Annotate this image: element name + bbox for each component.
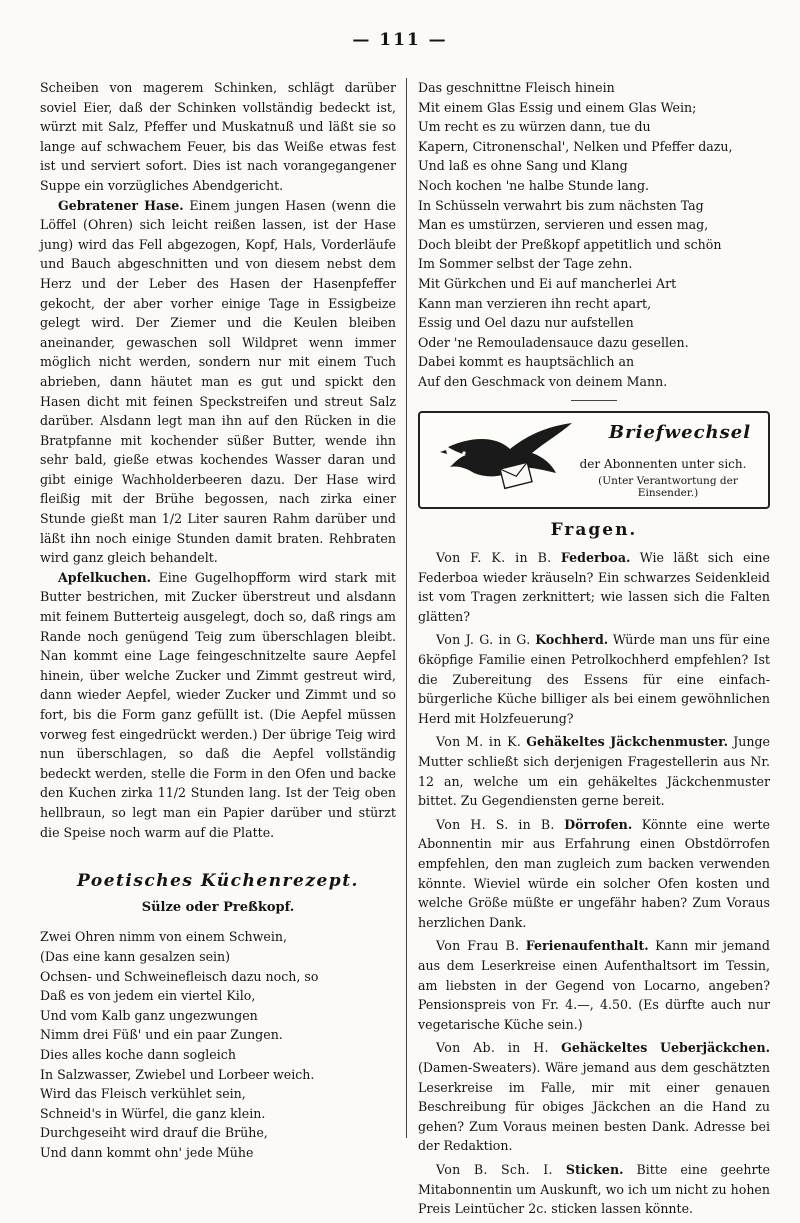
question-text: Würde man uns für eine 6köpfige Familie einen Petrolkochherd empfehlen? Ist die Zubereitung des Essens für eine einfach-bürgerliche Küche billiger als bei einem gewöhnlichen Herd mit Holzfeuerung? <box>418 632 770 726</box>
poem-line: Mit Gürkchen und Ei auf mancherlei Art <box>418 275 677 291</box>
poem-line: Um recht es zu würzen dann, tue du <box>418 119 651 135</box>
question-sender: Von H. S. in B. <box>436 816 555 832</box>
question-sender: Von B. Sch. I. <box>436 1161 553 1177</box>
poem-title: Poetisches Küchenrezept. <box>77 871 359 892</box>
poem-line: Kapern, Citronenschal', Nelken und Pfeffer dazu, <box>418 138 733 154</box>
recipe-title-hase: Gebratener Hase. <box>58 197 184 213</box>
poem-line: (Das eine kann gesalzen sein) <box>40 948 231 964</box>
poem-line: Daß es von jedem ein viertel Kilo, <box>40 988 256 1004</box>
poem-line: Zwei Ohren nimm von einem Schwein, <box>40 929 288 945</box>
briefwechsel-banner <box>418 411 770 509</box>
poem-line: Und vom Kalb ganz ungezwungen <box>40 1007 258 1023</box>
question-topic: Federboa. <box>560 550 631 566</box>
poem-line: Das geschnittne Fleisch hinein <box>418 80 615 95</box>
question-topic: Sticken. <box>565 1161 624 1177</box>
poem-line: In Salzwasser, Zwiebel und Lorbeer weich. <box>40 1066 315 1082</box>
intro-paragraph: Scheiben von magerem Schinken, schlägt darüber soviel Eier, daß der Schinken vollständig bedeckt ist, würzt mit Salz, Pfeffer und Muskatnuß und läßt sie so lange auf schwachem Feuer, bis das Weiße etwas fest ist und serviert sofort. Dies ist nach vorangegangener Suppe ein vorzügliches Abendgericht. <box>40 80 396 193</box>
poem-line: Dabei kommt es hauptsächlich an <box>418 354 635 370</box>
poem-subtitle: Sülze oder Preßkopf. <box>141 899 295 915</box>
question-item <box>418 630 770 728</box>
poem-line: Noch kochen 'ne halbe Stunde lang. <box>418 177 650 193</box>
question-text: Könnte eine werte Abonnentin mir aus Erfahrung einen Obstdörrofen empfehlen, den man zugleich zum backen verwenden könnte. Wieviel würde ein solcher Ofen kosten und welche Größe müßte er ungefähr haben? Zum Voraus herzlichen Dank. <box>418 816 770 930</box>
poem-line: Mit einem Glas Essig und einem Glas Wein; <box>418 99 697 115</box>
banner-title: Briefwechsel <box>608 421 752 443</box>
question-item <box>418 548 770 626</box>
question-text: Junge Mutter schließt sich derjenigen Fragestellerin aus Nr. 12 an, welche um ein gehäkeltes Jäckchenmuster bittet. Zu Gegendiensten gerne bereit. <box>418 734 770 809</box>
question-text: Kann mir jemand aus dem Leserkreise einen Aufenthaltsort im Tessin, am liebsten in der Gegend von Locarno, angeben? Pensionspreis von Fr. 4.—, 4.50. (Es dürfte auch nur vegetarische Küche sein.) <box>418 938 770 1032</box>
question-item <box>418 1160 770 1219</box>
recipe-text-apfelkuchen: Eine Gugelhopfform wird stark mit Butter bestrichen, mit Zucker überstreut und alsdann mit feinem Butterteig ausgelegt, doch so, daß rings am Rande noch genügend Teig zum überschlagen bleibt. Nan kommt eine Lage feingeschnitzelte saure Aepfel hinein, über welche Zucker und Zimmt gestreut wird, dann wieder Aepfel, wieder Zucker und Zimmt und so fort, bis die Form ganz gefüllt ist. (Die Aepfel müssen vorweg fest eingedrückt werden.) Der übrige Teig wird nun überschlagen, so daß die Aepfel vollständig bedeckt werden, stelle die Form in den Ofen und backe den Kuchen zirka 11/2 Stunden lang. Ist der Teig oben hellbraun, so legt man ein Papier darüber und stürzt die Speise noch warm auf die Platte. <box>40 569 396 840</box>
question-text: (Damen-Sweaters). Wäre jemand aus dem geschätzten Leserkreise im Falle, mir mit einer genauen Beschreibung für obiges Jäckchen an die Hand zu gehen? Zum Voraus meinen besten Dank. Adresse bei der Redaktion. <box>418 1059 770 1154</box>
question-sender: Von Frau B. <box>436 938 520 954</box>
poem-line: Im Sommer selbst der Tage zehn. <box>418 256 633 272</box>
question-topic: Ferienaufenthalt. <box>525 938 649 954</box>
question-topic: Gehäckeltes Ueberjäckchen. <box>561 1040 770 1056</box>
poem-line: Man es umstürzen, servieren und essen mag, <box>418 217 709 233</box>
recipe-gebratener-hase <box>40 196 396 568</box>
poem-line: Auf den Geschmack von deinem Mann. <box>418 373 668 389</box>
poem-line: Kann man verzieren ihn recht apart, <box>418 295 652 311</box>
poem-line: Oder 'ne Remouladensauce dazu gesellen. <box>418 334 689 350</box>
question-sender: Von Ab. in H. <box>436 1040 549 1056</box>
question-topic: Gehäkeltes Jäckchenmuster. <box>526 734 729 750</box>
banner-subtitle: der Abonnenten unter sich. <box>579 456 747 471</box>
poem-line: Durchgeseiht wird drauf die Brühe, <box>40 1125 268 1141</box>
question-item <box>418 732 770 810</box>
recipe-apfelkuchen <box>40 568 396 842</box>
question-item <box>418 936 770 1034</box>
fragen-heading: Fragen. <box>550 519 638 540</box>
banner-note: (Unter Verantwortung der Einsender.) <box>598 474 738 499</box>
question-topic: Kochherd. <box>535 632 609 648</box>
column-divider <box>406 78 407 1138</box>
poem-line: Ochsen- und Schweinefleisch dazu noch, so <box>40 968 319 984</box>
poem-line: Dies alles koche dann sogleich <box>40 1046 236 1062</box>
poem-left <box>40 927 396 1162</box>
question-item <box>418 1038 770 1156</box>
poem-line: Doch bleibt der Preßkopf appetitlich und schön <box>418 236 722 252</box>
question-sender: Von M. in K. <box>436 734 522 750</box>
separator-rule <box>571 400 617 401</box>
question-text: Wie läßt sich eine Federboa wieder kräuseln? Ein schwarzes Seidenkleid ist vom Tragen zerknittert; wie lassen sich die Falten glätten? <box>418 550 770 624</box>
question-sender: Von F. K. in B. <box>436 550 552 566</box>
recipe-text-hase: Einem jungen Hasen (wenn die Löffel (Ohren) sich leicht reißen lassen, ist der Hase jung) wird das Fell abgezogen, Kopf, Hals, Vorderläufe und Bauch abgeschnitten und von diesem nebst dem Herz und der Leber des Hasen der Hasenpfeffer gekocht, der aber vorher einige Tage in Essigbeize gelegt wird. Der Ziemer und die Keulen bleiben aneinander, gewaschen soll Wildpret wenn immer möglich nicht werden, sondern nur mit einem Tuch abrieben, dann häutet man es gut und spickt den Hasen dicht mit feinen Speckstreifen und streut Salz darüber. Alsdann legt man ihn auf den Rücken in die Bratpfanne mit kochender süßer Butter, wende ihn sehr bald, gieße etwas kochendes Wasser daran und gibt einige Wachholderbeeren dazu. Der Hase wird fleißig mit der Brühe begossen, nach zirka einer Stunde gießt man 1/2 Liter sauren Rahm darüber und läßt ihn noch einige Stunden damit braten. Rehbraten wird ganz gleich behandelt. <box>40 197 396 566</box>
page-number: — 111 — <box>352 30 448 50</box>
poem-line: Nimm drei Füß' und ein paar Zungen. <box>40 1027 283 1043</box>
poem-right <box>418 78 770 392</box>
bird-with-letter-icon <box>440 417 580 501</box>
left-column <box>40 78 396 1162</box>
recipe-title-apfelkuchen: Apfelkuchen. <box>58 569 152 585</box>
poem-line: Und laß es ohne Sang und Klang <box>418 158 628 174</box>
question-text: Bitte eine geehrte Mitabonnentin um Auskunft, wo ich um nicht zu hohen Preis Leintücher 2c. sticken lassen könnte. <box>418 1161 770 1217</box>
poem-line: Und dann kommt ohn' jede Mühe <box>40 1144 254 1160</box>
poem-line: Essig und Oel dazu nur aufstellen <box>418 315 634 331</box>
question-topic: Dörrofen. <box>564 816 633 832</box>
poem-line: In Schüsseln verwahrt bis zum nächsten Tag <box>418 197 704 213</box>
poem-line: Schneid's in Würfel, die ganz klein. <box>40 1105 266 1121</box>
question-item <box>418 815 770 933</box>
poem-line: Wird das Fleisch verkühlet sein, <box>40 1086 246 1102</box>
right-column <box>418 78 770 1223</box>
question-sender: Von J. G. in G. <box>436 632 531 648</box>
